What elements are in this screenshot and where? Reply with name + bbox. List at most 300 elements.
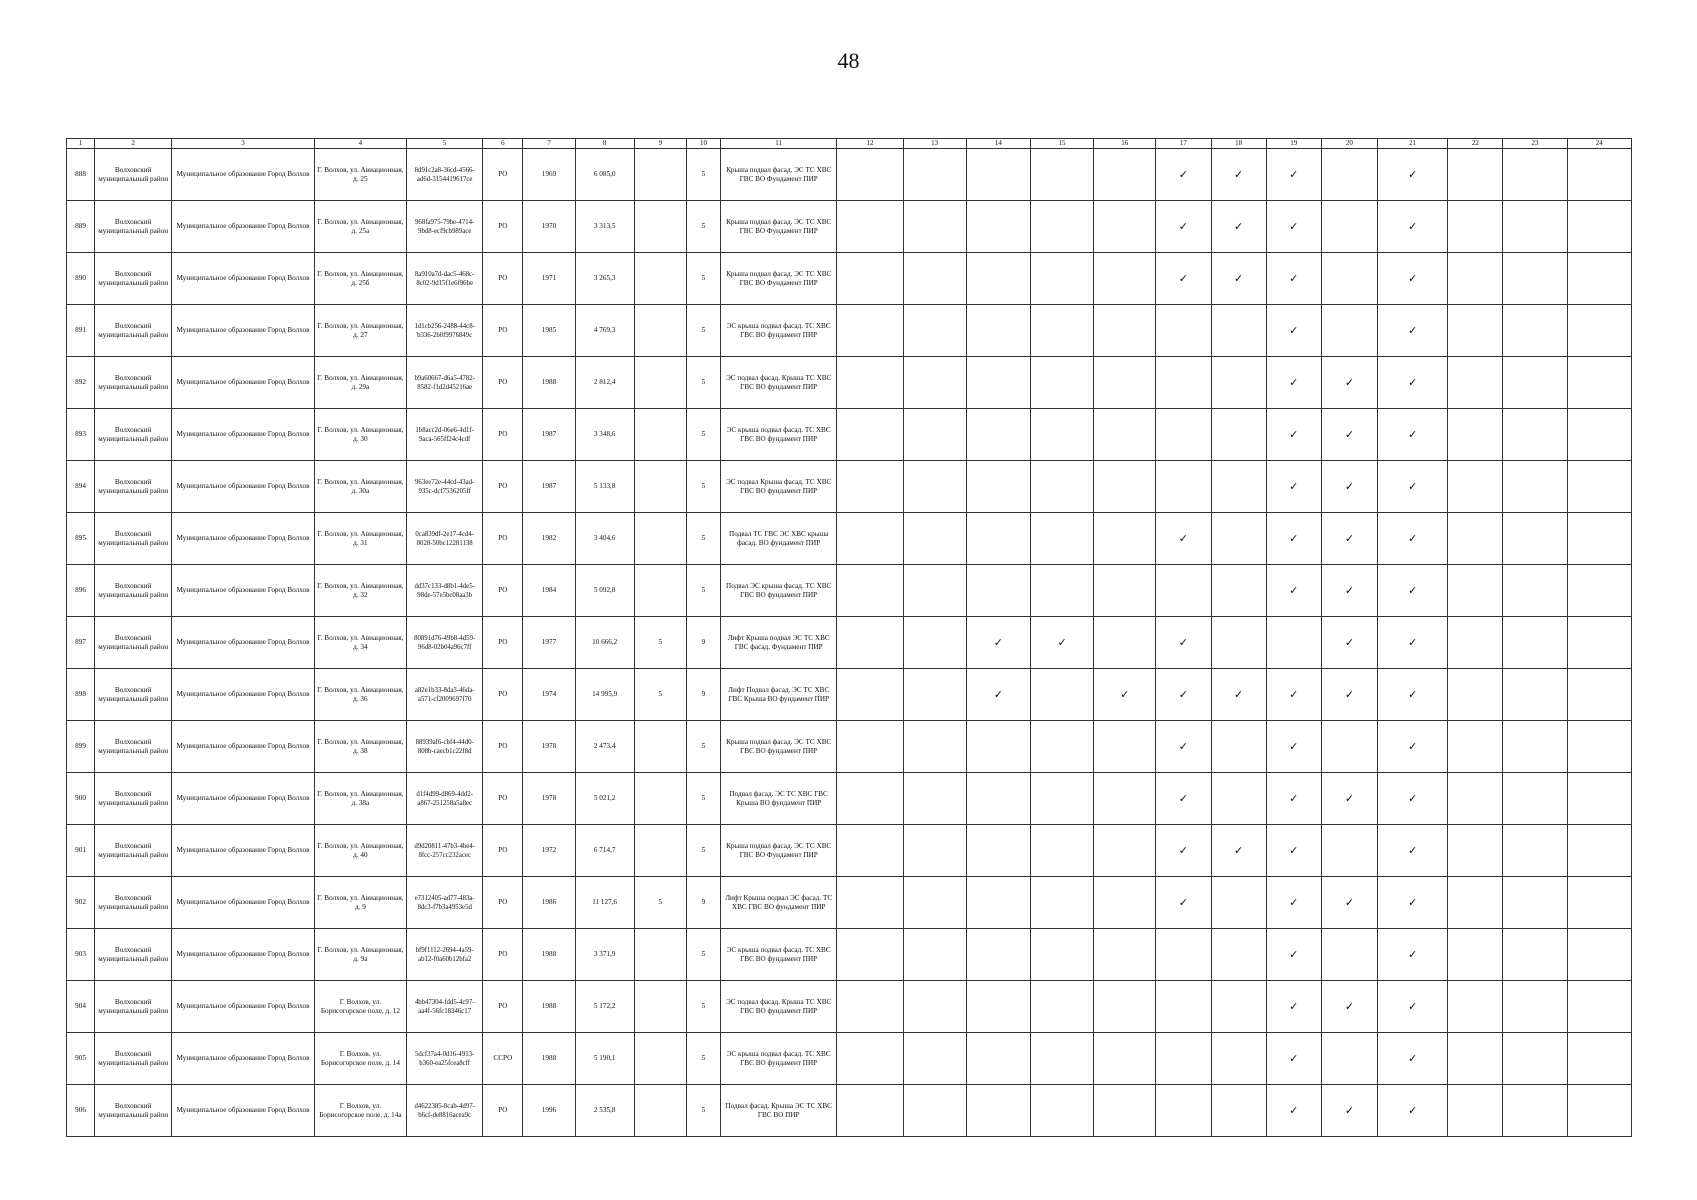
district-cell: Волховский муниципальный район	[95, 721, 172, 773]
empty-cell	[966, 513, 1030, 565]
check-mark-icon: ✓	[1266, 825, 1321, 877]
empty-cell	[1094, 253, 1156, 305]
check-mark-icon: ✓	[1378, 981, 1448, 1033]
address-cell: Г. Волхов, ул. Авиационная, д. 29а	[314, 357, 406, 409]
empty-cell	[1030, 669, 1093, 721]
empty-cell	[1567, 409, 1631, 461]
area-cell: 2 812,4	[575, 357, 634, 409]
empty-cell	[1567, 1033, 1631, 1085]
col10-cell: 5	[686, 825, 720, 877]
district-cell: Волховский муниципальный район	[95, 513, 172, 565]
address-cell: Г. Волхов, ул. Авиационная, д. 27	[314, 305, 406, 357]
empty-cell	[1094, 877, 1156, 929]
empty-cell	[1503, 669, 1567, 721]
type-cell: РО	[483, 981, 523, 1033]
column-header-18: 18	[1211, 139, 1266, 149]
works-cell: Подвал фасад. Крыша ЭС ТС ХВС ГВС ВО ПИР	[721, 1085, 837, 1137]
empty-cell	[837, 981, 903, 1033]
col9-cell	[634, 513, 686, 565]
district-cell: Волховский муниципальный район	[95, 201, 172, 253]
empty-cell	[1567, 149, 1631, 201]
empty-cell	[903, 877, 966, 929]
municipality-cell: Муниципальное образование Город Волхов	[172, 929, 314, 981]
works-cell: Подвал фасад. ЭС ТС ХВС ГВС Крыша ВО фундамент ПИР	[721, 773, 837, 825]
column-header-8: 8	[575, 139, 634, 149]
check-mark-icon: ✓	[1378, 305, 1448, 357]
works-cell: ЭС крыша подвал фасад. ТС ХВС ГВС ВО фундамент ПИР	[721, 409, 837, 461]
col10-cell: 9	[686, 617, 720, 669]
municipality-cell: Муниципальное образование Город Волхов	[172, 357, 314, 409]
empty-cell	[1567, 461, 1631, 513]
empty-cell	[1448, 617, 1503, 669]
check-mark-icon: ✓	[1156, 253, 1211, 305]
empty-cell	[1156, 1033, 1211, 1085]
col9-cell	[634, 1033, 686, 1085]
empty-cell	[1094, 1033, 1156, 1085]
empty-cell	[1211, 877, 1266, 929]
year-cell: 1986	[523, 877, 575, 929]
municipality-cell: Муниципальное образование Город Волхов	[172, 201, 314, 253]
empty-cell	[1503, 149, 1567, 201]
row-number: 893	[67, 409, 95, 461]
empty-cell	[837, 513, 903, 565]
type-cell: РО	[483, 929, 523, 981]
address-cell: Г. Волхов, ул. Борисогорское поле, д. 12	[314, 981, 406, 1033]
check-mark-icon: ✓	[1156, 721, 1211, 773]
empty-cell	[1448, 1033, 1503, 1085]
empty-cell	[1503, 409, 1567, 461]
empty-cell	[1211, 461, 1266, 513]
check-mark-icon: ✓	[1266, 773, 1321, 825]
area-cell: 6 085,0	[575, 149, 634, 201]
empty-cell	[1156, 357, 1211, 409]
empty-cell	[1503, 513, 1567, 565]
table-row	[67, 825, 1632, 877]
column-header-22: 22	[1448, 139, 1503, 149]
works-cell: Крыша подвал фасад. ЭС ТС ХВС ГВС ВО Фундамент ПИР	[721, 825, 837, 877]
empty-cell	[837, 1033, 903, 1085]
col9-cell: 5	[634, 877, 686, 929]
address-cell: Г. Волхов, ул. Борисогорское поле, д. 14	[314, 1033, 406, 1085]
check-mark-icon: ✓	[966, 669, 1030, 721]
guid-cell: 88939af6-cbf4-44d0-808b-caecb1c22f8d	[407, 721, 483, 773]
year-cell: 1969	[523, 149, 575, 201]
municipality-cell: Муниципальное образование Город Волхов	[172, 305, 314, 357]
year-cell: 1996	[523, 1085, 575, 1137]
guid-cell: bf9f1112-2694-4a59-ab12-f0a60b12bfa2	[407, 929, 483, 981]
district-cell: Волховский муниципальный район	[95, 409, 172, 461]
check-mark-icon: ✓	[1266, 513, 1321, 565]
col10-cell: 5	[686, 305, 720, 357]
address-cell: Г. Волхов, ул. Авиационная, д. 38	[314, 721, 406, 773]
column-number-header-row	[67, 139, 1632, 149]
municipality-cell: Муниципальное образование Город Волхов	[172, 513, 314, 565]
type-cell: РО	[483, 305, 523, 357]
empty-cell	[1503, 929, 1567, 981]
municipality-cell: Муниципальное образование Город Волхов	[172, 825, 314, 877]
check-mark-icon: ✓	[1266, 1085, 1321, 1137]
empty-cell	[1448, 981, 1503, 1033]
address-cell: Г. Волхов, ул. Авиационная, д. 36	[314, 669, 406, 721]
empty-cell	[966, 305, 1030, 357]
row-number: 906	[67, 1085, 95, 1137]
row-number: 901	[67, 825, 95, 877]
empty-cell	[966, 461, 1030, 513]
check-mark-icon: ✓	[1378, 617, 1448, 669]
year-cell: 1971	[523, 253, 575, 305]
row-number: 898	[67, 669, 95, 721]
empty-cell	[837, 461, 903, 513]
empty-cell	[1321, 825, 1377, 877]
empty-cell	[1211, 513, 1266, 565]
empty-cell	[966, 981, 1030, 1033]
column-header-14: 14	[966, 139, 1030, 149]
municipality-cell: Муниципальное образование Город Волхов	[172, 877, 314, 929]
check-mark-icon: ✓	[1321, 513, 1377, 565]
empty-cell	[1030, 565, 1093, 617]
table-row	[67, 201, 1632, 253]
empty-cell	[1156, 929, 1211, 981]
empty-cell	[903, 773, 966, 825]
empty-cell	[1321, 1033, 1377, 1085]
type-cell: РО	[483, 617, 523, 669]
empty-cell	[1448, 669, 1503, 721]
table-row	[67, 617, 1632, 669]
empty-cell	[903, 669, 966, 721]
empty-cell	[1448, 1085, 1503, 1137]
empty-cell	[966, 877, 1030, 929]
table-body	[67, 149, 1632, 1137]
empty-cell	[1448, 877, 1503, 929]
area-cell: 4 769,3	[575, 305, 634, 357]
row-number: 891	[67, 305, 95, 357]
year-cell: 1978	[523, 773, 575, 825]
empty-cell	[837, 357, 903, 409]
check-mark-icon: ✓	[1378, 201, 1448, 253]
type-cell: РО	[483, 721, 523, 773]
guid-cell: d9d20811-47b3-4be4-8fcc-257cc232acec	[407, 825, 483, 877]
empty-cell	[1030, 513, 1093, 565]
address-cell: Г. Волхов, ул. Авиационная, д. 34	[314, 617, 406, 669]
address-cell: Г. Волхов, ул. Борисогорское поле, д. 14а	[314, 1085, 406, 1137]
works-cell: ЭС подвал Крыша фасад. ТС ХВС ГВС ВО фундамент ПИР	[721, 461, 837, 513]
municipality-cell: Муниципальное образование Город Волхов	[172, 149, 314, 201]
empty-cell	[1448, 149, 1503, 201]
empty-cell	[1567, 565, 1631, 617]
guid-cell: d4622385-8cab-4d97-b6cf-de8816acea9c	[407, 1085, 483, 1137]
table-row	[67, 305, 1632, 357]
municipality-cell: Муниципальное образование Город Волхов	[172, 617, 314, 669]
address-cell: Г. Волхов, ул. Авиационная, д. 25а	[314, 201, 406, 253]
col10-cell: 5	[686, 721, 720, 773]
empty-cell	[1030, 929, 1093, 981]
table-row	[67, 669, 1632, 721]
check-mark-icon: ✓	[1156, 825, 1211, 877]
district-cell: Волховский муниципальный район	[95, 305, 172, 357]
empty-cell	[1448, 253, 1503, 305]
district-cell: Волховский муниципальный район	[95, 1085, 172, 1137]
works-cell: ЭС подвал фасад. Крыша ТС ХВС ГВС ВО фундамент ПИР	[721, 357, 837, 409]
district-cell: Волховский муниципальный район	[95, 149, 172, 201]
check-mark-icon: ✓	[1266, 981, 1321, 1033]
check-mark-icon: ✓	[1378, 1085, 1448, 1137]
empty-cell	[1503, 1033, 1567, 1085]
check-mark-icon: ✓	[1211, 149, 1266, 201]
year-cell: 1984	[523, 565, 575, 617]
col10-cell: 5	[686, 773, 720, 825]
year-cell: 1978	[523, 721, 575, 773]
empty-cell	[1503, 721, 1567, 773]
type-cell: РО	[483, 669, 523, 721]
empty-cell	[1448, 513, 1503, 565]
check-mark-icon: ✓	[1156, 617, 1211, 669]
district-cell: Волховский муниципальный район	[95, 825, 172, 877]
empty-cell	[1567, 201, 1631, 253]
year-cell: 1982	[523, 513, 575, 565]
address-cell: Г. Волхов, ул. Авиационная, д. 32	[314, 565, 406, 617]
works-cell: ЭС крыша подвал фасад. ТС ХВС ГВС ВО фундамент ПИР	[721, 929, 837, 981]
empty-cell	[1030, 981, 1093, 1033]
check-mark-icon: ✓	[1321, 669, 1377, 721]
col9-cell: 5	[634, 617, 686, 669]
empty-cell	[1211, 929, 1266, 981]
guid-cell: 80891d76-49b8-4d59-96d8-02b04a96c7ff	[407, 617, 483, 669]
empty-cell	[1567, 513, 1631, 565]
check-mark-icon: ✓	[1378, 565, 1448, 617]
works-cell: Лифт Крыша подвал ЭС фасад. ТС ХВС ГВС ВО фундамент ПИР	[721, 877, 837, 929]
housing-repair-table	[66, 138, 1632, 1137]
col9-cell	[634, 825, 686, 877]
empty-cell	[837, 877, 903, 929]
check-mark-icon: ✓	[1321, 357, 1377, 409]
check-mark-icon: ✓	[1266, 253, 1321, 305]
year-cell: 1987	[523, 461, 575, 513]
district-cell: Волховский муниципальный район	[95, 773, 172, 825]
type-cell: РО	[483, 773, 523, 825]
empty-cell	[1567, 1085, 1631, 1137]
col9-cell	[634, 357, 686, 409]
empty-cell	[1094, 1085, 1156, 1137]
column-header-3: 3	[172, 139, 314, 149]
col9-cell: 5	[634, 669, 686, 721]
empty-cell	[966, 1085, 1030, 1137]
area-cell: 11 127,6	[575, 877, 634, 929]
type-cell: РО	[483, 565, 523, 617]
check-mark-icon: ✓	[1378, 929, 1448, 981]
empty-cell	[1567, 981, 1631, 1033]
table-row	[67, 721, 1632, 773]
empty-cell	[1503, 565, 1567, 617]
empty-cell	[1448, 825, 1503, 877]
empty-cell	[1448, 773, 1503, 825]
works-cell: Крыша подвал фасад. ЭС ТС ХВС ГВС ВО Фундамент ПИР	[721, 201, 837, 253]
municipality-cell: Муниципальное образование Город Волхов	[172, 565, 314, 617]
check-mark-icon: ✓	[1321, 877, 1377, 929]
col10-cell: 5	[686, 981, 720, 1033]
area-cell: 5 172,2	[575, 981, 634, 1033]
check-mark-icon: ✓	[1321, 1085, 1377, 1137]
year-cell: 1988	[523, 357, 575, 409]
empty-cell	[1321, 929, 1377, 981]
empty-cell	[966, 201, 1030, 253]
year-cell: 1985	[523, 305, 575, 357]
address-cell: Г. Волхов, ул. Авиационная, д. 9	[314, 877, 406, 929]
table-row	[67, 1033, 1632, 1085]
guid-cell: 8a910a7d-dac5-468c-8c02-9d15f1e6f96be	[407, 253, 483, 305]
empty-cell	[837, 149, 903, 201]
col10-cell: 5	[686, 149, 720, 201]
municipality-cell: Муниципальное образование Город Волхов	[172, 669, 314, 721]
col9-cell	[634, 461, 686, 513]
col10-cell: 5	[686, 929, 720, 981]
column-header-5: 5	[407, 139, 483, 149]
column-header-12: 12	[837, 139, 903, 149]
check-mark-icon: ✓	[1378, 357, 1448, 409]
check-mark-icon: ✓	[1321, 565, 1377, 617]
municipality-cell: Муниципальное образование Город Волхов	[172, 409, 314, 461]
table-row	[67, 981, 1632, 1033]
check-mark-icon: ✓	[1156, 877, 1211, 929]
col10-cell: 5	[686, 357, 720, 409]
empty-cell	[1156, 1085, 1211, 1137]
empty-cell	[966, 149, 1030, 201]
empty-cell	[1448, 305, 1503, 357]
empty-cell	[1567, 357, 1631, 409]
check-mark-icon: ✓	[1156, 513, 1211, 565]
col9-cell	[634, 409, 686, 461]
empty-cell	[837, 305, 903, 357]
check-mark-icon: ✓	[1378, 513, 1448, 565]
empty-cell	[1448, 721, 1503, 773]
district-cell: Волховский муниципальный район	[95, 669, 172, 721]
col10-cell: 5	[686, 513, 720, 565]
type-cell: РО	[483, 409, 523, 461]
type-cell: РО	[483, 201, 523, 253]
empty-cell	[903, 357, 966, 409]
empty-cell	[1503, 825, 1567, 877]
row-number: 894	[67, 461, 95, 513]
check-mark-icon: ✓	[1266, 877, 1321, 929]
col9-cell	[634, 201, 686, 253]
district-cell: Волховский муниципальный район	[95, 565, 172, 617]
check-mark-icon: ✓	[1094, 669, 1156, 721]
empty-cell	[1094, 981, 1156, 1033]
address-cell: Г. Волхов, ул. Авиационная, д. 25	[314, 149, 406, 201]
district-cell: Волховский муниципальный район	[95, 253, 172, 305]
empty-cell	[966, 409, 1030, 461]
guid-cell: e7312405-ad77-483a-8dc3-f7b3a4953e5d	[407, 877, 483, 929]
works-cell: ЭС крыша подвал фасад. ТС ХВС ГВС ВО фундамент ПИР	[721, 1033, 837, 1085]
district-cell: Волховский муниципальный район	[95, 877, 172, 929]
type-cell: РО	[483, 357, 523, 409]
check-mark-icon: ✓	[1321, 773, 1377, 825]
empty-cell	[1211, 409, 1266, 461]
empty-cell	[1030, 825, 1093, 877]
row-number: 899	[67, 721, 95, 773]
check-mark-icon: ✓	[966, 617, 1030, 669]
check-mark-icon: ✓	[1030, 617, 1093, 669]
empty-cell	[903, 721, 966, 773]
col9-cell	[634, 773, 686, 825]
empty-cell	[1567, 617, 1631, 669]
row-number: 905	[67, 1033, 95, 1085]
empty-cell	[837, 565, 903, 617]
col10-cell: 5	[686, 461, 720, 513]
address-cell: Г. Волхов, ул. Авиационная, д. 25б	[314, 253, 406, 305]
guid-cell: 0ca839df-2e17-4cd4-8028-50bc12281138	[407, 513, 483, 565]
empty-cell	[837, 669, 903, 721]
row-number: 890	[67, 253, 95, 305]
column-header-2: 2	[95, 139, 172, 149]
area-cell: 2 473,4	[575, 721, 634, 773]
empty-cell	[1567, 305, 1631, 357]
table-row	[67, 565, 1632, 617]
check-mark-icon: ✓	[1211, 253, 1266, 305]
empty-cell	[1448, 461, 1503, 513]
check-mark-icon: ✓	[1156, 669, 1211, 721]
year-cell: 1970	[523, 201, 575, 253]
empty-cell	[1503, 305, 1567, 357]
area-cell: 5 133,8	[575, 461, 634, 513]
empty-cell	[903, 981, 966, 1033]
empty-cell	[1503, 253, 1567, 305]
guid-cell: 1d1cb256-2488-44c8-b336-2b0f9976849c	[407, 305, 483, 357]
row-number: 902	[67, 877, 95, 929]
empty-cell	[1211, 981, 1266, 1033]
row-number: 896	[67, 565, 95, 617]
area-cell: 3 404,6	[575, 513, 634, 565]
check-mark-icon: ✓	[1378, 461, 1448, 513]
empty-cell	[1030, 877, 1093, 929]
empty-cell	[1094, 409, 1156, 461]
col9-cell	[634, 981, 686, 1033]
empty-cell	[1266, 617, 1321, 669]
empty-cell	[903, 1085, 966, 1137]
table-row	[67, 253, 1632, 305]
works-cell: ЭС подвал фасад. Крыша ТС ХВС ГВС ВО фундамент ПИР	[721, 981, 837, 1033]
empty-cell	[1030, 253, 1093, 305]
check-mark-icon: ✓	[1211, 201, 1266, 253]
empty-cell	[1448, 565, 1503, 617]
empty-cell	[903, 617, 966, 669]
check-mark-icon: ✓	[1378, 773, 1448, 825]
address-cell: Г. Волхов, ул. Авиационная, д. 38а	[314, 773, 406, 825]
empty-cell	[1567, 669, 1631, 721]
empty-cell	[1094, 721, 1156, 773]
col10-cell: 5	[686, 1033, 720, 1085]
col9-cell	[634, 253, 686, 305]
row-number: 900	[67, 773, 95, 825]
guid-cell: 1b8acc2d-06e6-4d1f-9aca-565ff24c4cdf	[407, 409, 483, 461]
check-mark-icon: ✓	[1378, 1033, 1448, 1085]
row-number: 892	[67, 357, 95, 409]
year-cell: 1987	[523, 409, 575, 461]
empty-cell	[903, 149, 966, 201]
empty-cell	[1321, 149, 1377, 201]
empty-cell	[903, 1033, 966, 1085]
empty-cell	[1448, 357, 1503, 409]
empty-cell	[1211, 617, 1266, 669]
col10-cell: 5	[686, 201, 720, 253]
col10-cell: 5	[686, 565, 720, 617]
type-cell: РО	[483, 149, 523, 201]
row-number: 895	[67, 513, 95, 565]
type-cell: РО	[483, 877, 523, 929]
empty-cell	[1503, 773, 1567, 825]
check-mark-icon: ✓	[1266, 149, 1321, 201]
empty-cell	[1094, 357, 1156, 409]
empty-cell	[903, 253, 966, 305]
